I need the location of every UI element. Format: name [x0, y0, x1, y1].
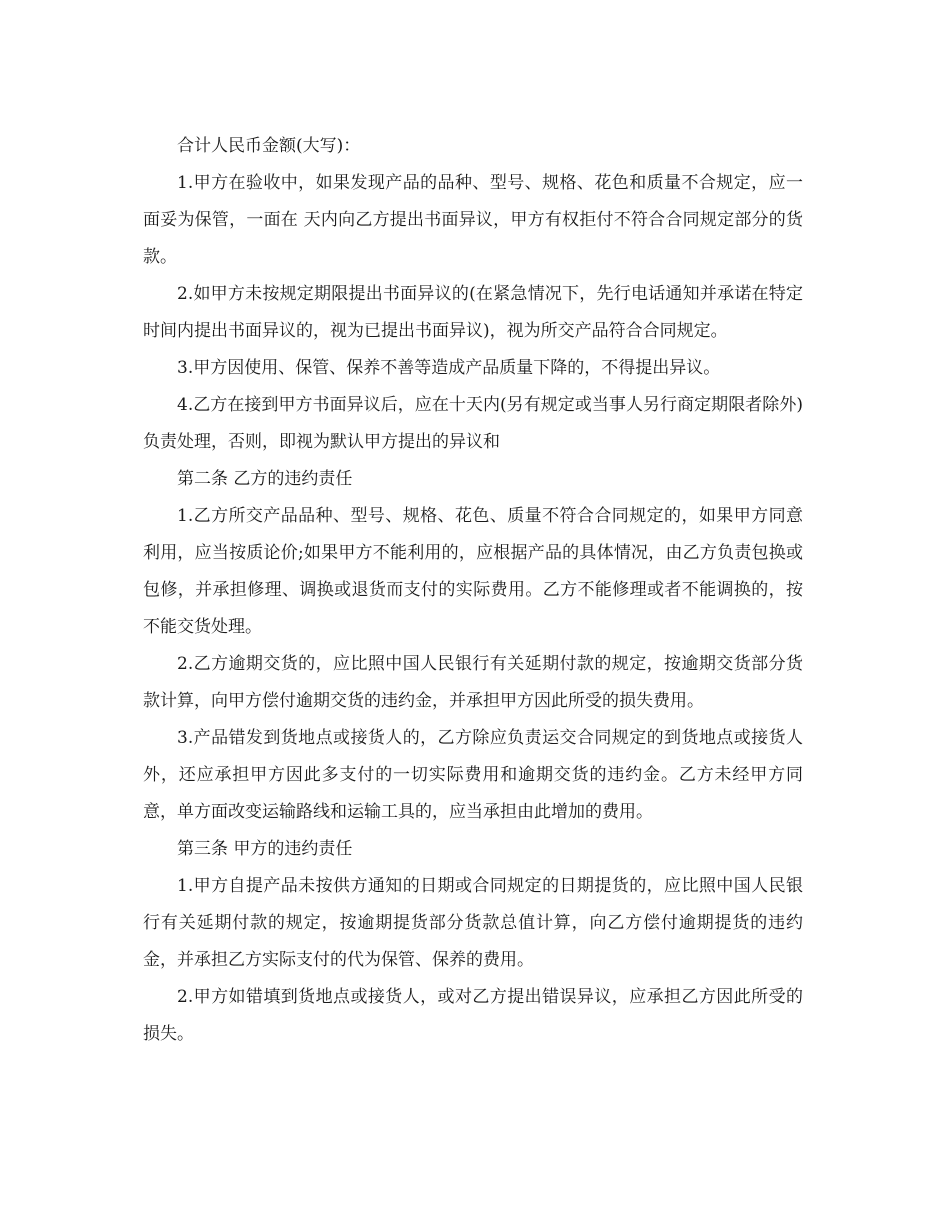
- clause-paragraph: 2.如甲方未按规定期限提出书面异议的(在紧急情况下，先行电话通知并承诺在特定时间内提出书面异议的，视为已提出书面异议)，视为所交产品符合合同规定。: [143, 284, 803, 341]
- clause-paragraph: 1.甲方在验收中，如果发现产品的品种、型号、规格、花色和质量不合规定，应一面妥为保管，一面在 天内向乙方提出书面异议，甲方有权拒付不符合合同规定部分的货款。: [143, 173, 803, 267]
- clause-paragraph: 2.甲方如错填到货地点或接货人，或对乙方提出错误异议，应承担乙方因此所受的损失。: [143, 987, 803, 1044]
- section-heading: 第二条 乙方的违约责任: [177, 469, 353, 489]
- document-body: [143, 128, 803, 1053]
- section-heading: 第三条 甲方的违约责任: [177, 839, 353, 859]
- clause-paragraph: 1.乙方所交产品品种、型号、规格、花色、质量不符合合同规定的，如果甲方同意利用，应当按质论价;如果甲方不能利用的，应根据产品的具体情况，由乙方负责包换或包修，并承担修理、调换或退货而支付的实际费用。乙方不能修理或者不能调换的，按不能交货处理。: [143, 506, 803, 637]
- clause-paragraph: 1.甲方自提产品未按供方通知的日期或合同规定的日期提货的，应比照中国人民银行有关延期付款的规定，按逾期提货部分货款总值计算，向乙方偿付逾期提货的违约金，并承担乙方实际支付的代为保管、保养的费用。: [143, 876, 803, 970]
- clause-paragraph: 3.产品错发到货地点或接货人的，乙方除应负责运交合同规定的到货地点或接货人外，还应承担甲方因此多支付的一切实际费用和逾期交货的违约金。乙方未经甲方同意，单方面改变运输路线和运输工具的，应当承担由此增加的费用。: [143, 728, 803, 822]
- clause-paragraph: 2.乙方逾期交货的，应比照中国人民银行有关延期付款的规定，按逾期交货部分货款计算，向甲方偿付逾期交货的违约金，并承担甲方因此所受的损失费用。: [143, 654, 803, 711]
- amount-line: 合计人民币金额(大写)：: [177, 136, 361, 156]
- clause-paragraph: 4.乙方在接到甲方书面异议后，应在十天内(另有规定或当事人另行商定期限者除外)负责处理，否则，即视为默认甲方提出的异议和: [143, 395, 803, 452]
- clause-paragraph: 3.甲方因使用、保管、保养不善等造成产品质量下降的，不得提出异议。: [177, 358, 721, 378]
